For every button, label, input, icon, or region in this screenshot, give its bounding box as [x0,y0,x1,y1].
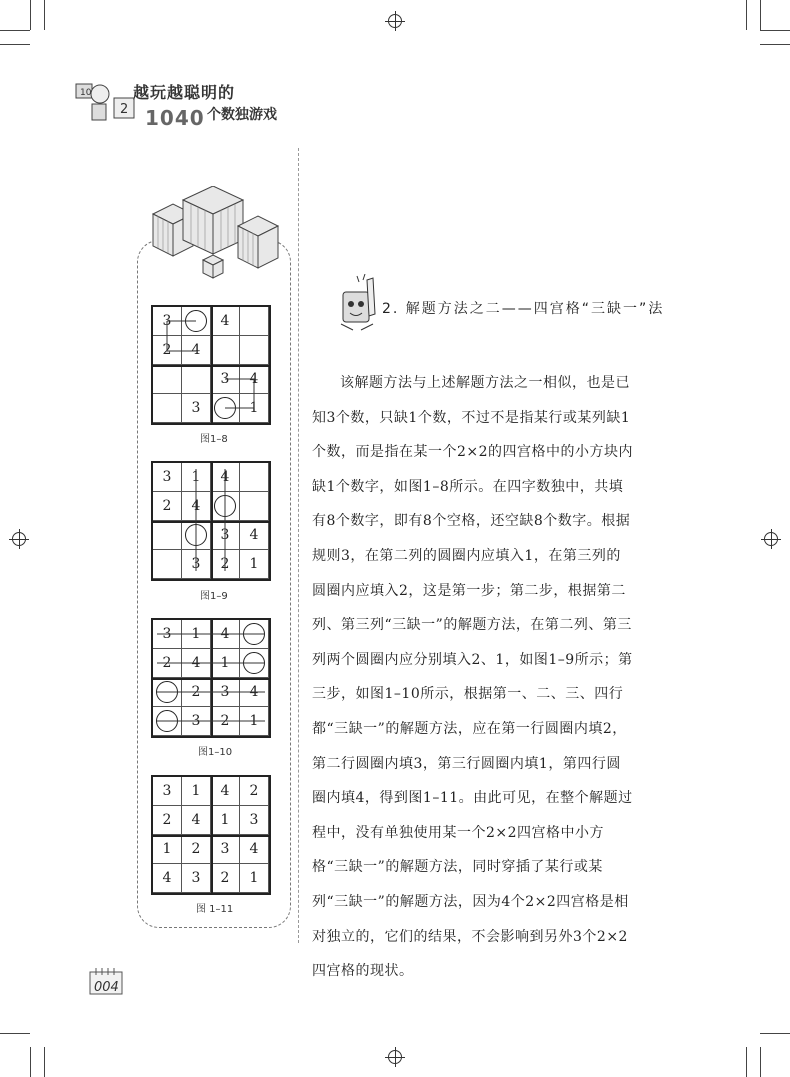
crop-mark [760,1047,761,1077]
hint-lines [153,620,269,736]
grid-cell: 4 [211,620,240,649]
body-paragraph: 该解题方法与上述解题方法之一相似，也是已知3个数，只缺1个数，不过不是指某行或某列缺1个数，而是指在某一个2×2的四宫格中的小方块内缺1个数字，如图1–8所示。在四字数独中，共填有8个数字，即有8个空格，还空缺8个数字。根据规则3，在第二列的圆圈内应填入1，在第三列的圆圈内应填入2，这是第一步；第二步，根据第二列、第三列“三缺一”的解题方法，在第二列、第三列两个圆圈内应分别填入2、1，如图1–9所示；第三步，如图1–10所示，根据第一、二、三、四行都“三缺一”的解题方法，应在第一行圆圈内填2，第二行圆圈内填3，第三行圆圈内填1，第四行圆圈内填4，得到图1–11。由此可见，在整个解题过程中，没有单独使用某一个2×2四宫格中小方格“三缺一”的解题方法，同时穿插了某行或某列“三缺一”的解题方法，因为4个2×2四宫格是相对独立的，它们的结果，不会影响到另外3个2×2四宫格的现状。 [312,375,634,980]
grid-cell: 3 [240,806,269,835]
grid-cell: 2 [211,550,240,579]
grid-cell: 1 [182,463,211,492]
grid-cell: 2 [153,492,182,521]
grid-cell: 2 [211,707,240,736]
grid-divider [153,835,269,837]
sudoku-grid-fig1-10 [151,618,271,738]
grid-cell: 4 [211,463,240,492]
svg-text:2: 2 [120,102,129,117]
grid-cell: 1 [182,777,211,806]
hint-lines [153,463,269,579]
grid-cell: 4 [182,806,211,835]
pencil-mascot-icon [337,274,381,334]
crop-mark [760,1033,790,1034]
crop-mark [760,0,761,30]
crop-mark [44,1047,45,1077]
crop-mark [0,44,30,45]
grid-cell: 3 [153,307,182,336]
grid-cell: 2 [182,835,211,864]
header-title-line1: 越玩越聪明的 [133,83,236,102]
grid-cell: 3 [153,777,182,806]
grid-cell: 1 [240,394,269,423]
grid-cell: 4 [182,336,211,365]
grid-cell: 2 [211,864,240,893]
grid-cell: 3 [182,550,211,579]
page-number: 004 [94,980,119,995]
crop-mark [746,1047,747,1077]
grid-cell: 4 [240,678,269,707]
registration-mark-icon [764,532,778,546]
sudoku-grid-fig1-11 [151,775,271,895]
grid-cell: 1 [211,806,240,835]
registration-mark-icon [12,532,26,546]
crop-mark [44,0,45,30]
registration-mark-icon [388,14,402,28]
crop-mark [760,44,790,45]
grid-cell: 4 [240,521,269,550]
grid-cell: 1 [240,707,269,736]
grid-cell: 4 [211,307,240,336]
grid-cell: 4 [240,835,269,864]
sudoku-cubes-illustration-icon [143,186,283,282]
grid-cell: 3 [153,463,182,492]
header-mascot-icon [72,78,142,126]
hint-lines [153,307,269,423]
sudoku-grid-fig1-8 [151,305,271,425]
grid-cell: 3 [182,394,211,423]
grid-cell: 3 [211,521,240,550]
grid-cell: 2 [153,649,182,678]
crop-mark [760,30,790,31]
figure-caption: 图1–10 [198,747,233,758]
svg-text:10: 10 [80,88,92,98]
header-title-line2: 个数独游戏 [207,107,277,123]
grid-cell: 1 [211,649,240,678]
grid-cell: 2 [182,678,211,707]
crop-mark [30,0,31,30]
grid-cell: 3 [211,835,240,864]
section-title: 2. 解题方法之二——四宫格“三缺一”法 [382,301,665,317]
grid-cell: 2 [153,336,182,365]
header-title-number: 1040 [145,106,205,130]
grid-cell: 4 [211,777,240,806]
registration-mark-icon [388,1050,402,1064]
grid-cell: 2 [153,806,182,835]
figure-caption: 图1–9 [200,591,228,602]
grid-cell: 2 [240,777,269,806]
grid-cell: 4 [182,649,211,678]
grid-cell: 4 [240,365,269,394]
grid-cell: 3 [182,864,211,893]
grid-cell: 3 [211,678,240,707]
grid-cell: 3 [182,707,211,736]
crop-mark [746,0,747,30]
grid-cell: 3 [211,365,240,394]
figure-caption: 图 1–11 [196,904,234,915]
column-separator [298,148,299,943]
figure-caption: 图1–8 [200,434,228,445]
grid-cell: 4 [153,864,182,893]
grid-cell: 1 [182,620,211,649]
grid-cell: 1 [153,835,182,864]
crop-mark [0,1033,30,1034]
grid-cell: 4 [182,492,211,521]
sudoku-grid-fig1-9 [151,461,271,581]
grid-cell: 1 [240,864,269,893]
crop-mark [0,30,30,31]
crop-mark [30,1047,31,1077]
grid-cell: 1 [240,550,269,579]
grid-cell: 3 [153,620,182,649]
